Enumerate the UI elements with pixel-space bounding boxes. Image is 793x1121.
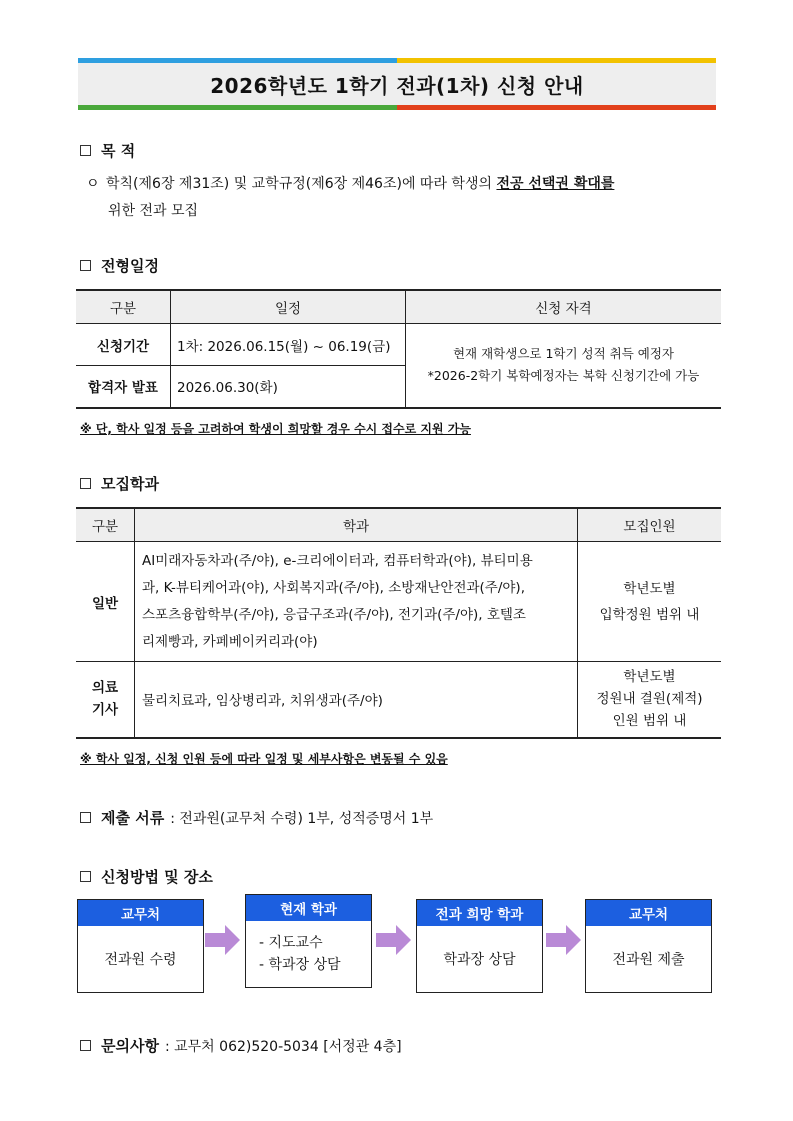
schedule-row-label: 신청기간 [76,324,171,366]
departments-header-category: 구분 [76,508,135,542]
title-bottom-bar [78,105,716,110]
schedule-header-category: 구분 [76,290,171,324]
purpose-heading: 목 적 [80,140,135,161]
flow-step-1: 교무처 전과원 수령 [77,899,204,993]
general-label: 일반 [76,542,135,662]
contact-heading: 문의사항 : 교무처 062)520-5034 [서정관 4층] [80,1035,402,1056]
flow-step-3: 전과 희망 학과 학과장 상담 [416,899,543,993]
departments-table [76,507,721,739]
arrow-right-icon [205,924,241,956]
checkbox-square-icon [80,478,91,489]
schedule-heading: 전형일정 [80,255,159,276]
arrow-right-icon [546,924,582,956]
departments-header-quota: 모집인원 [578,508,722,542]
general-departments: AI미래자동차과(주/야), e-크리에이터과, 컴퓨터학과(야), 뷰티미용 과, K-뷰티케어과(야), 사회복지과(주/야), 소방재난안전과(주/야), 스포츠융합학부(주/야), 응급구조과(주/야), 전기과(주/야), 호텔조 리제빵과, 카페베이커리과(야) [135,542,578,662]
departments-heading: 모집학과 [80,473,159,494]
checkbox-square-icon [80,1040,91,1051]
schedule-header-qualification: 신청 자격 [406,290,722,324]
page-title: 2026학년도 1학기 전과(1차) 신청 안내 [78,63,716,105]
departments-note: ※ 학사 일정, 신청 인원 등에 따라 일정 및 세부사항은 변동될 수 있음 [80,752,448,766]
checkbox-square-icon [80,260,91,271]
checkbox-square-icon [80,145,91,156]
schedule-row-date: 2026.06.30(화) [171,366,406,408]
method-heading: 신청방법 및 장소 [80,866,213,887]
schedule-qualification: 현재 재학생으로 1학기 성적 취득 예정자 *2026-2학기 복학예정자는 복학 신청기간에 가능 [406,324,722,408]
general-quota: 학년도별 입학정원 범위 내 [578,542,722,662]
flow-step-4: 교무처 전과원 제출 [585,899,712,993]
medical-departments: 물리치료과, 임상병리과, 치위생과(주/야) [135,662,578,738]
schedule-row-label: 합격자 발표 [76,366,171,408]
medical-label: 의료 기사 [76,662,135,738]
flow-step-2: 현재 학과 - 지도교수 - 학과장 상담 [245,894,372,988]
departments-header-dept: 학과 [135,508,578,542]
arrow-right-icon [376,924,412,956]
schedule-note: ※ 단, 학사 일정 등을 고려하여 학생이 희망할 경우 수시 접수로 지원 가능 [80,422,471,436]
documents-heading: 제출 서류 : 전과원(교무처 수령) 1부, 성적증명서 1부 [80,807,433,828]
medical-quota: 학년도별 정원내 결원(제적) 인원 범위 내 [578,662,722,738]
checkbox-square-icon [80,812,91,823]
schedule-row-date: 1차: 2026.06.15(월) ~ 06.19(금) [171,324,406,366]
schedule-table [76,289,721,409]
checkbox-square-icon [80,871,91,882]
schedule-header-date: 일정 [171,290,406,324]
purpose-text: ㅇ 학칙(제6장 제31조) 및 교학규정(제6장 제46조)에 따라 학생의 전공 선택권 확대를 위한 전과 모집 [86,176,615,219]
